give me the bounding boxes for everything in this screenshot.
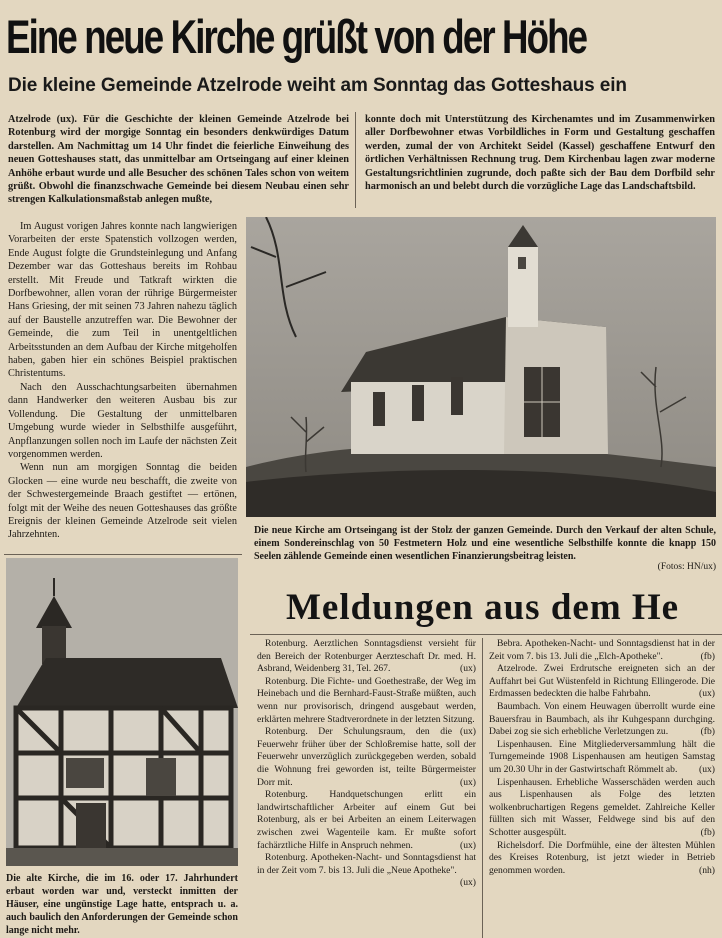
news-divider [250, 634, 722, 635]
body-paragraph: Nach den Ausschachtungsarbeiten übernahmen dann Handwerker den weiteren Ausbau bis zur Vollendung. Die Gestaltung der unmittelbaren Umgebung wurde wieder in Selbsthilfe ausgeführt, Anpflanzungen sollen noch im Laufe der nächsten Zeit vorgenommen werden. [8, 381, 237, 460]
news-item: Richelsdorf. Die Dorfmühle, eine der ältesten Mühlen des Kreises Rotenburg, ist jetzt wieder in Betrieb genommen worden. (nh) [489, 839, 715, 876]
new-church-caption: Die neue Kirche am Ortseingang ist der Stolz der ganzen Gemeinde. Durch den Verkauf der alten Schule, einem Sondereinschlag von 50 Festmetern Holz und eine wesentliche Selbsthilfe konnte die knapp 150 Seelen zählende Gemeinde einen wesentlichen Finanzierungsbeitrag leisten. [254, 525, 716, 562]
headline: Eine neue Kirche grüßt von der Höhe [6, 10, 587, 63]
new-church-image [246, 217, 716, 517]
old-church-image [6, 558, 238, 866]
news-column-right [489, 638, 715, 938]
news-item: Atzelrode. Zwei Erdrutsche ereigneten sich an der Auffahrt bei Gut Wüstenfeld in Richtung Ellingerode. Die Erdmassen bedeckten die halbe Fahrbahn. (ux) [489, 663, 715, 700]
old-church-caption: Die alte Kirche, die im 16. oder 17. Jahrhundert erbaut worden war und, versteckt inmitten der Häuser, eine ungünstige Lage hatte, entsprach u. a. auch baulich den Anforderungen der Gemeinde schon lange nicht mehr. [6, 873, 238, 936]
lead-left-text: Atzelrode (ux). Für die Geschichte der kleinen Gemeinde Atzelrode bei Rotenburg wird der morgige Sonntag ein besonders denkwürdiges Datum darstellen. Am Nachmittag um 14 Uhr findet die feierliche Einweihung des neuen Gotteshauses statt, das unmittelbar am Ortseingang auf einer kleinen Anhöhe erbaut wurde und alle Besucher des schönen Tales schon von weitem grüßt. Obwohl die finanzschwache Gemeinde bei diesem Neubau einen sehr strengen Kalkulationsmaßstab anlegen mußte, [8, 114, 349, 206]
news-item: Rotenburg. Aerztlichen Sonntagsdienst versieht für den Bereich der Rotenburger Aerzteschaft Dr. med. H. Asbrand, Weidenberg 31, Tel. 267. (ux) [257, 638, 476, 675]
news-section-title: Meldungen aus dem He [286, 587, 680, 628]
news-item: Rotenburg. Die Fichte- und Goethestraße, der Weg im Heinebach und die Bernhard-Faust-Straße müßten, auch wenn nur provisorisch, dringend ausgebaut werden, erklärten mehrere Stadtverordnete in der letzten Sitzung. (ux) [257, 675, 476, 738]
news-item: Baumbach. Von einem Heuwagen überrollt wurde eine Bauersfrau in Baumbach, als ihr Kuhgespann durchging. Dabei zog sie sich erhebliche Verletzungen zu. (fb) [489, 700, 715, 738]
news-column-divider [482, 638, 483, 938]
body-paragraph: Wenn nun am morgigen Sonntag die beiden Glocken — eine wurde neu beschafft, die zweite von der Schwestergemeinde Braach gestiftet — ertönen, folgt mit der Weihe des neuen Gotteshauses das größte Ereignis der kleinen Gemeinde Atzelrode seit vielen Jahrzehnten. [8, 462, 237, 541]
old-church-photo [6, 558, 238, 866]
lead-paragraph-left [8, 113, 349, 208]
news-column-left [257, 638, 476, 938]
article-body [8, 220, 237, 550]
lead-paragraph-right [365, 113, 715, 208]
column-divider [355, 112, 356, 208]
news-item: Rotenburg. Handquetschungen erlitt ein landwirtschaftlicher Arbeiter auf einem Gut bei Rotenburg, als er bei Arbeiten an einem Leiterwagen zwischen zwei Wagenteile kam. Er mußte sofort fachärztliche Hilfe in Anspruch nehmen. (ux) [257, 789, 476, 851]
body-paragraph: Im August vorigen Jahres konnte nach langwierigen Vorarbeiten der erste Spatenstich vollzogen werden, Ende August folgte die Grundsteinlegung und Anfang Dezember war das Gotteshaus bereits im Rohbau erstellt. Mit Freude und Tatkraft wirkten die Dorfbewohner, allen voran der rührige Bürgermeister Hans Griesing, der mit seinen 73 Jahren nahezu täglich auf der Baustelle anzutreffen war. Die Bewohner der Gemeinde, die zum Teil in unentgeltlichen Arbeitsstunden an dem Aufbau der Kirche mitgeholfen haben, gaben hier ein schönes Beispiel praktischen Christentums. [8, 221, 237, 380]
news-item: Lispenhausen. Erhebliche Wasserschäden werden auch aus Lispenhausen als Folge des letzten wolkenbruchartigen Regens gemeldet. Zahlreiche Keller füllten sich mit Wasser, Feldwege sind bis auf den Schotter ausgespült. (fb) [489, 776, 715, 838]
news-item: Rotenburg. Der Schulungsraum, den die Feuerwehr früher über der Schloßremise hatte, soll der Feuerwehr unverzüglich zurückgegeben werden, sobald die Wohnung frei geworden ist, teilte Bürgermeister Dorr mit. (ux) [257, 726, 476, 788]
photo-credit: (Fotos: HN/ux) [657, 562, 716, 572]
subheadline: Die kleine Gemeinde Atzelrode weiht am Sonntag das Gotteshaus ein [8, 75, 627, 96]
news-item: Bebra. Apotheken-Nacht- und Sonntagsdienst hat in der Zeit vom 7. bis 13. Juli die „Elch-Apotheke". (fb) [489, 638, 715, 662]
news-item: Rotenburg. Apotheken-Nacht- und Sonntagsdienst hat in der Zeit vom 7. bis 13. Juli die „Neue Apotheke". (ux) [257, 852, 476, 889]
section-divider [4, 554, 242, 555]
lead-right-text: konnte doch mit Unterstützung des Kirchenamtes und im Zusammenwirken aller Dorfbewohner etwas Vorbildliches in Form und Gestaltung geschaffen werden, zumal der von Architekt Seidel (Kassel) geschaffene Entwurf den örtlichen Verhältnissen Rechnung trug. Dem Kirchenbau lagen zwar moderne Gestaltungsrichtlinien zugrunde, doch paßte sich der Bau dem Dorfbild sehr harmonisch an und belebt durch die vorzügliche Lage das Landschaftsbild. [365, 114, 715, 193]
new-church-photo [246, 217, 716, 517]
news-item: Lispenhausen. Eine Mitgliederversammlung hält die Turngemeinde 1908 Lispenhausen am heutigen Samstag um 20.30 Uhr in der Gastwirtschaft Römmelt ab. (ux) [489, 738, 715, 775]
